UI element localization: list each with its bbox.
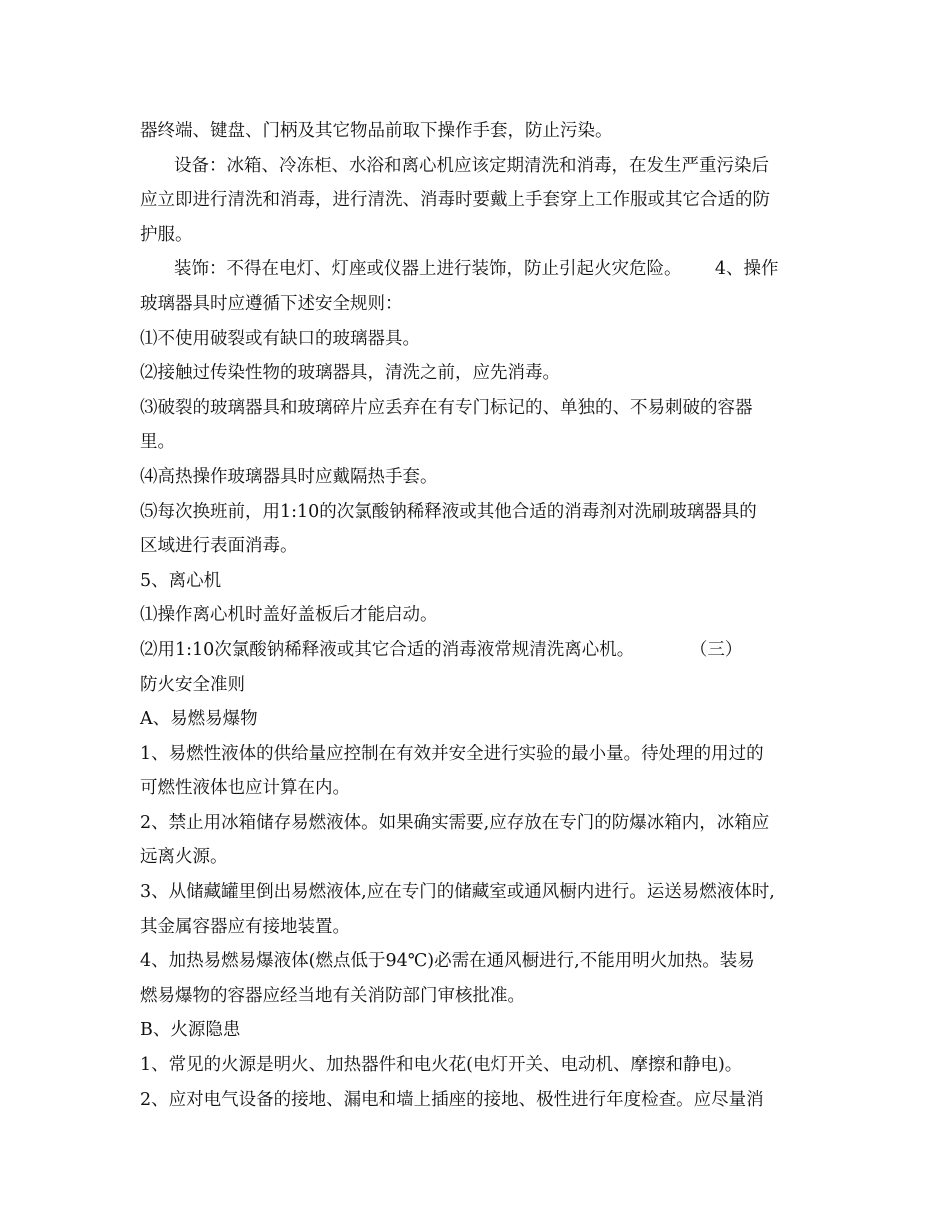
- text-line: 2、禁止用冰箱储存易燃液体。如果确实需要,应存放在专门的防爆冰箱内，冰箱应: [140, 812, 770, 833]
- section-heading: 5、离心机: [140, 570, 222, 591]
- text-line: 可燃性液体也应计算在内。: [140, 778, 350, 799]
- text-line: 2、应对电气设备的接地、漏电和墙上插座的接地、极性进行年度检查。应尽量消: [140, 1089, 764, 1110]
- text-line: 装饰：不得在电灯、灯座或仪器上进行装饰，防止引起火灾危险。 4、操作: [174, 259, 779, 280]
- text-line: 3、从储藏罐里倒出易燃液体,应在专门的储藏室或通风橱内进行。运送易燃液体时,: [140, 882, 775, 903]
- text-line: 其金属容器应有接地装置。: [140, 916, 350, 937]
- text-line: 玻璃器具时应遵循下述安全规则：: [140, 293, 403, 314]
- text-line: ⑴不使用破裂或有缺口的玻璃器具。: [140, 328, 420, 349]
- text-line: ⑷高热操作玻璃器具时应戴隔热手套。: [140, 466, 438, 487]
- text-line: 设备：冰箱、冷冻柜、水浴和离心机应该定期清洗和消毒，在发生严重污染后: [174, 155, 769, 176]
- text-line: 燃易爆物的容器应经当地有关消防部门审核批准。: [140, 985, 525, 1006]
- text-line: ⑴操作离心机时盖好盖板后才能启动。: [140, 605, 438, 626]
- text-line: 区域进行表面消毒。: [140, 536, 298, 557]
- text-line: 里。: [140, 432, 175, 453]
- text-line: 护服。: [140, 224, 193, 245]
- text-line: ⑸每次换班前，用1:10的次氯酸钠稀释液或其他合适的消毒剂对洗刷玻璃器具的: [140, 501, 757, 522]
- text-line: 应立即进行清洗和消毒，进行清洗、消毒时要戴上手套穿上工作服或其它合适的防: [140, 190, 770, 211]
- text-line: ⑵用1:10次氯酸钠稀释液或其它合适的消毒液常规清洗离心机。 （三）: [140, 639, 743, 660]
- text-line: ⑶破裂的玻璃器具和玻璃碎片应丢弃在有专门标记的、单独的、不易刺破的容器: [140, 397, 753, 418]
- section-heading: 防火安全准则: [140, 674, 245, 695]
- document-body: [140, 114, 820, 1117]
- subsection-heading: B、火源隐患: [140, 1020, 241, 1041]
- subsection-heading: A、易燃易爆物: [140, 709, 258, 730]
- text-line: 1、常见的火源是明火、加热器件和电火花(电灯开关、电动机、摩擦和静电)。: [140, 1055, 743, 1076]
- text-line: ⑵接触过传染性物的玻璃器具，清洗之前，应先消毒。: [140, 363, 560, 384]
- text-line: 4、加热易燃易爆液体(燃点低于94℃)必需在通风橱进行,不能用明火加热。装易: [140, 951, 755, 972]
- text-line: 1、易燃性液体的供给量应控制在有效并安全进行实验的最小量。待处理的用过的: [140, 743, 764, 764]
- text-line: 远离火源。: [140, 847, 228, 868]
- text-line: 器终端、键盘、门柄及其它物品前取下操作手套，防止污染。: [140, 121, 613, 141]
